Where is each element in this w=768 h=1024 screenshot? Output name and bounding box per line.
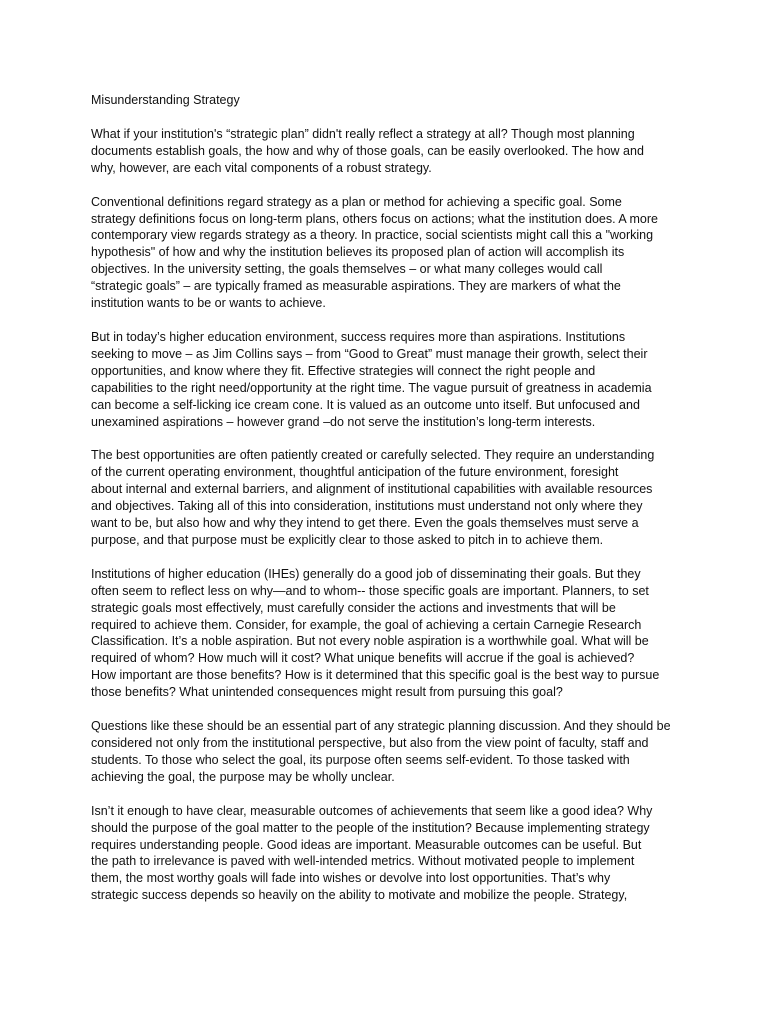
text-line: required to achieve them. Consider, for example, the goal of achieving a certain Carnegie Research bbox=[91, 617, 642, 632]
text-line: But in today’s higher education environment, success requires more than aspirations. Institutions bbox=[91, 329, 626, 344]
document-body bbox=[91, 92, 683, 921]
text-line: the path to irrelevance is paved with well-intended metrics. Without motivated people to implement bbox=[91, 854, 635, 869]
paragraph-list bbox=[91, 126, 683, 904]
text-line: “strategic goals” – are typically framed as measurable aspirations. They are markers of what the bbox=[91, 279, 621, 294]
text-line: of the current operating environment, thoughtful anticipation of the future environment, foresight bbox=[91, 465, 619, 480]
paragraph bbox=[91, 803, 683, 904]
text-line: Institutions of higher education (IHEs) generally do a good job of disseminating their goals. But they bbox=[91, 566, 641, 581]
text-line: Classification. It’s a noble aspiration. But not every noble aspiration is a worthwhile goal. What will be bbox=[91, 634, 649, 649]
text-line: capabilities to the right need/opportunity at the right time. The vague pursuit of greatness in academia bbox=[91, 380, 652, 395]
text-line: Isn’t it enough to have clear, measurable outcomes of achievements that seem like a good idea? Why bbox=[91, 803, 653, 818]
paragraph bbox=[91, 447, 683, 548]
text-line: How important are those benefits? How is it determined that this specific goal is the best way to pursue bbox=[91, 668, 660, 683]
paragraph bbox=[91, 329, 683, 430]
text-line: institution wants to be or wants to achieve. bbox=[91, 296, 326, 311]
text-line: What if your institution's “strategic plan” didn't really reflect a strategy at all? Though most planning bbox=[91, 126, 635, 141]
text-line: can become a self-licking ice cream cone. It is valued as an outcome unto itself. But unfocused and bbox=[91, 397, 640, 412]
text-line: want to be, but also how and why they intend to get there. Even the goals themselves must serve a bbox=[91, 516, 639, 531]
text-line: about internal and external barriers, and alignment of institutional capabilities with available resources bbox=[91, 482, 653, 497]
text-line: often seem to reflect less on why—and to whom-- those specific goals are important. Planners, to set bbox=[91, 583, 649, 598]
document-title: Misunderstanding Strategy bbox=[91, 93, 240, 107]
text-line: objectives. In the university setting, the goals themselves – or what many colleges would call bbox=[91, 262, 603, 277]
text-line: contemporary view regards strategy as a theory. In practice, social scientists might call this a "working bbox=[91, 228, 654, 243]
text-line: requires understanding people. Good ideas are important. Measurable outcomes can be useful. But bbox=[91, 837, 642, 852]
text-line: them, the most worthy goals will fade into wishes or devolve into lost opportunities. That’s why bbox=[91, 871, 611, 886]
text-line: strategic success depends so heavily on the ability to motivate and mobilize the people. Strategy, bbox=[91, 888, 628, 903]
text-line: The best opportunities are often patiently created or carefully selected. They require an understanding bbox=[91, 448, 655, 463]
text-line: should the purpose of the goal matter to the people of the institution? Because implementing strategy bbox=[91, 820, 650, 835]
text-line: strategy definitions focus on long-term plans, others focus on actions; what the institution does. A more bbox=[91, 211, 658, 226]
text-line: Conventional definitions regard strategy as a plan or method for achieving a specific goal. Some bbox=[91, 194, 622, 209]
text-line: Questions like these should be an essential part of any strategic planning discussion. And they should be bbox=[91, 719, 671, 734]
text-line: those benefits? What unintended consequences might result from pursuing this goal? bbox=[91, 685, 563, 700]
text-line: seeking to move – as Jim Collins says – from “Good to Great” must manage their growth, select their bbox=[91, 346, 648, 361]
text-line: strategic goals most effectively, must carefully consider the actions and investments that will be bbox=[91, 600, 616, 615]
paragraph bbox=[91, 126, 683, 177]
text-line: students. To those who select the goal, its purpose often seems self-evident. To those tasked with bbox=[91, 752, 630, 767]
text-line: required of whom? How much will it cost? What unique benefits will accrue if the goal is achieved? bbox=[91, 651, 635, 666]
text-line: purpose, and that purpose must be explicitly clear to those asked to pitch in to achieve them. bbox=[91, 532, 604, 547]
text-line: achieving the goal, the purpose may be wholly unclear. bbox=[91, 769, 395, 784]
text-line: documents establish goals, the how and why of those goals, can be easily overlooked. The how and bbox=[91, 143, 644, 158]
text-line: considered not only from the institutional perspective, but also from the view point of faculty, staff and bbox=[91, 736, 649, 750]
paragraph bbox=[91, 718, 683, 786]
text-line: unexamined aspirations – however grand –do not serve the institution’s long-term interests. bbox=[91, 414, 596, 429]
text-line: why, however, are each vital components of a robust strategy. bbox=[91, 160, 432, 175]
paragraph bbox=[91, 566, 683, 701]
text-line: hypothesis" of how and why the institution believes its proposed plan of action will accomplish its bbox=[91, 245, 625, 260]
paragraph bbox=[91, 194, 683, 312]
text-line: and objectives. Taking all of this into consideration, institutions must understand not only where they bbox=[91, 499, 643, 514]
text-line: opportunities, and know where they fit. Effective strategies will connect the right people and bbox=[91, 363, 596, 378]
